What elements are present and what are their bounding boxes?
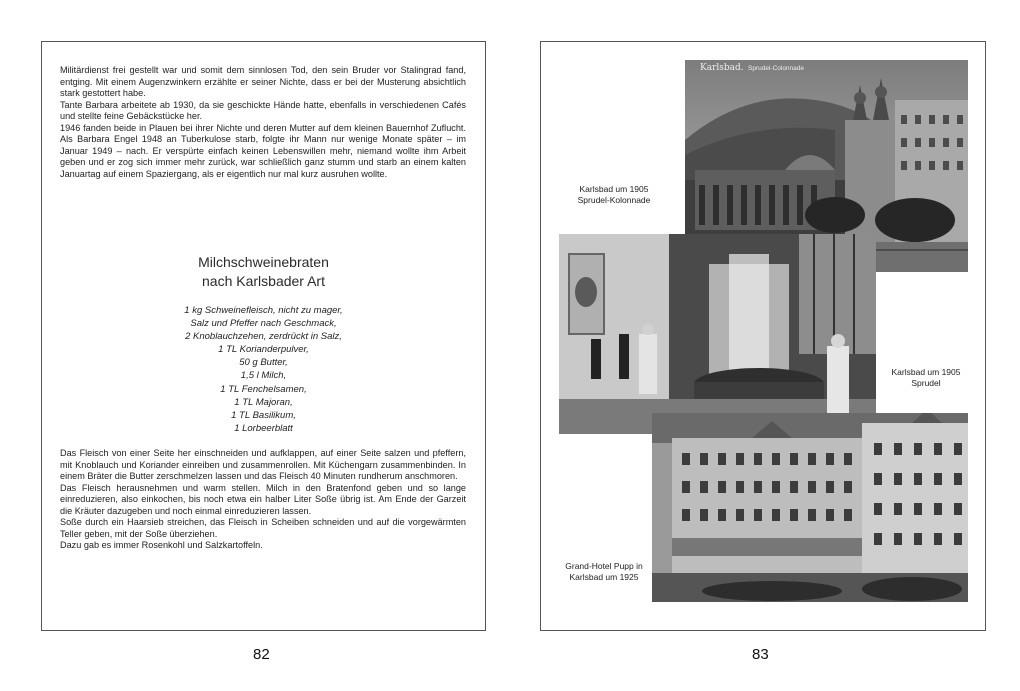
ingredient-item: 2 Knoblauchzehen, zerdrückt in Salz, [185,331,342,343]
photo-sprudel [559,234,876,434]
caption-sprudel [877,367,975,388]
ingredient-item: Salz und Pfeffer nach Geschmack, [190,318,337,330]
intro-paragraph: Tante Barbara arbeitete ab 1930, da sie geschickte Hände hatte, ebenfalls in verschiedenen Cafés und stellte feine Gebäckstücke her. [60,99,466,121]
ingredient-item: 1 TL Korianderpulver, [218,344,309,356]
intro-text [60,65,466,180]
caption-line: Grand-Hotel Pupp in [565,561,643,571]
recipe-title [42,253,485,291]
page-number-left: 82 [253,646,270,663]
caption-line: Sprudel [911,377,941,388]
photo-print-karlsbad: Karlsbad. [700,63,744,73]
ingredient-item: 1,5 l Milch, [240,370,287,382]
photo-print-colonnade: Sprudel-Colonnade [748,65,805,72]
caption-line: Karlsbad um 1925 [569,571,639,582]
photo-grand-hotel-pupp [652,413,968,602]
intro-paragraph: 1946 fanden beide in Plauen bei ihrer Nichte und deren Mutter auf dem kleinen Bauernhof Zuflucht. Als Barbara Engel 1948 an Tuberkulose starb, folgte ihr Mann nur wenige Monate später – im Januar 1949 – nach. Er verspürte einfach keinen Lebenswillen mehr, niemand wollte ihm Arbeit geben und er zog sich immer mehr zurück, war schließlich ganz stumm und starb an einem kalten Januartag auf einem Spaziergang, als er eigentlich nur mal kurz ausruhen wollte. [60,122,466,179]
method-paragraph: Das Fleisch von einer Seite her einschneiden und aufklappen, auf einer Seite salzen und pfeffern, mit Knoblauch und Koriander einreiben und zusammenrollen. Mit Küchengarn zusammenbinden. In einem Bräter die Butter zerschmelzen lassen und das Fleisch 40 Minuten rundherum anschmoren. [60,448,466,481]
ingredient-item: 1 Lorbeerblatt [234,422,293,434]
method-paragraph: Dazu gab es immer Rosenkohl und Salzkartoffeln. [60,540,263,550]
caption-line: Sprudel-Kolonnade [577,194,651,205]
recipe-title-line: nach Karlsbader Art [202,273,325,289]
ingredient-item: 1 TL Majoran, [234,396,293,408]
ingredient-item: 1 kg Schweinefleisch, nicht zu mager, [184,305,343,316]
ingredient-item: 1 TL Basilikum, [231,409,296,421]
recipe-title-line: Milchschweinebraten [198,254,329,270]
ingredient-item: 1 TL Fenchelsamen, [220,383,307,395]
caption-line: Karlsbad um 1905 [891,367,961,377]
page-number-right: 83 [752,646,769,663]
caption-grand-hotel-pupp [549,561,659,582]
caption-sprudel-colonnade [558,184,670,205]
caption-line: Karlsbad um 1905 [579,184,649,194]
method-paragraph: Das Fleisch herausnehmen und warm stellen. Milch in den Bratenfond geben und so lange einreduzieren, also einkochen, bis noch etwa ein halber Liter Soße übrig ist. Am Ende der Garzeit die Kräuter dazugeben und noch einmal einreduzieren lassen. [60,482,466,516]
method-paragraph: Soße durch ein Haarsieb streichen, das Fleisch in Scheiben schneiden und auf die vorgewärmten Teller geben, mit der Soße überziehen. [60,517,466,539]
left-page [41,41,486,631]
ingredient-item: 50 g Butter, [239,357,288,369]
intro-paragraph: Militärdienst frei gestellt war und somit dem sinnlosen Tod, den sein Bruder vor Stalingrad fand, entging. Mit einem Augenzwinkern erzählte er seiner Nichte, dass er bei der Musterung absichtlich stark gestottert habe. [60,65,466,98]
ingredient-list [42,304,485,435]
method-text [60,448,466,552]
